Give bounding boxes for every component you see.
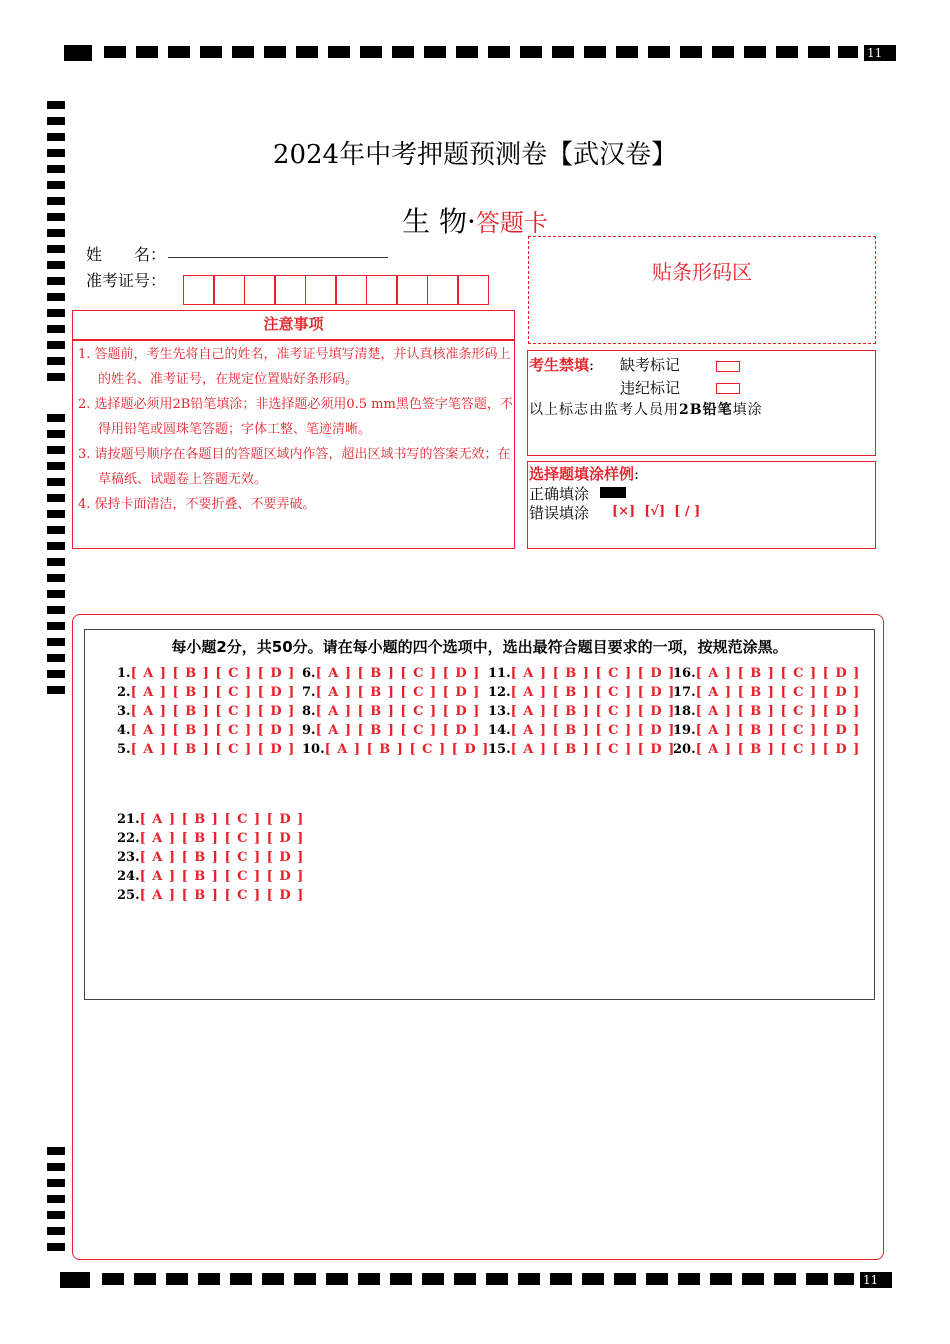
answer-options[interactable]: [ A ] [ B ] [ C ] [ D ] (139, 850, 305, 865)
notice-item: 4. 保持卡面清洁，不要折叠、不要弄破。 (78, 497, 316, 512)
exam-id-box[interactable] (457, 275, 489, 305)
question-column-2 (302, 664, 489, 759)
answer-options[interactable]: [ A ] [ B ] [ C ] [ D ] (130, 704, 296, 719)
answer-options[interactable]: [ A ] [ B ] [ C ] [ D ] (315, 704, 481, 719)
subject-separator: · (467, 205, 476, 238)
question-row (673, 683, 860, 702)
answer-options[interactable]: [ A ] [ B ] [ C ] [ D ] (695, 742, 861, 757)
absent-label: 缺考标记 (620, 356, 681, 374)
forbidden-label-wrap (529, 354, 594, 375)
answer-options[interactable]: [ A ] [ B ] [ C ] [ D ] (695, 723, 861, 738)
subject-main: 生 物 (402, 205, 467, 238)
notice-title: 注意事项 (263, 315, 324, 333)
exam-id-box[interactable] (213, 275, 245, 305)
answer-options[interactable]: [ A ] [ B ] [ C ] [ D ] (315, 666, 481, 681)
sample-title: 选择题填涂样例 (529, 465, 635, 483)
question-row (117, 683, 295, 702)
exam-id-box[interactable] (183, 275, 215, 305)
question-number: 9. (302, 723, 316, 738)
question-number: 15. (488, 742, 511, 757)
question-row (488, 740, 675, 759)
question-row (302, 721, 489, 740)
forbidden-note-pre: 以上标志由监考人员用 (529, 402, 679, 418)
answer-options[interactable]: [ A ] [ B ] [ C ] [ D ] (695, 685, 861, 700)
question-column-4 (673, 664, 860, 759)
question-number: 6. (302, 666, 316, 681)
question-row (673, 721, 860, 740)
question-number: 24. (117, 869, 140, 884)
violation-label: 违纪标记 (620, 379, 681, 397)
exam-id-box[interactable] (396, 275, 428, 305)
answer-options[interactable]: [ A ] [ B ] [ C ] [ D ] (130, 723, 296, 738)
answer-options[interactable]: [ A ] [ B ] [ C ] [ D ] (510, 742, 676, 757)
question-number: 25. (117, 888, 140, 903)
forbidden-note (529, 399, 763, 419)
question-number: 18. (673, 704, 696, 719)
question-number: 13. (488, 704, 511, 719)
question-number: 10. (302, 742, 325, 757)
answer-options[interactable]: [ A ] [ B ] [ C ] [ D ] (130, 742, 296, 757)
page-title: 2024年中考押题预测卷【武汉卷】 (272, 140, 678, 170)
question-row (488, 721, 675, 740)
sample-wrong-label: 错误填涂 (529, 504, 590, 522)
question-row (117, 886, 304, 905)
answer-options[interactable]: [ A ] [ B ] [ C ] [ D ] (315, 723, 481, 738)
subject-title (0, 200, 950, 240)
question-number: 12. (488, 685, 511, 700)
question-number: 16. (673, 666, 696, 681)
question-number: 11. (488, 666, 511, 681)
name-field[interactable] (168, 257, 388, 258)
question-row (302, 702, 489, 721)
question-number: 17. (673, 685, 696, 700)
question-number: 21. (117, 812, 140, 827)
question-number: 19. (673, 723, 696, 738)
answer-options[interactable]: [ A ] [ B ] [ C ] [ D ] (139, 831, 305, 846)
answer-options[interactable]: [ A ] [ B ] [ C ] [ D ] (510, 685, 676, 700)
question-row (117, 829, 304, 848)
sample-colon: : (634, 465, 640, 483)
question-number: 7. (302, 685, 316, 700)
notice-item: 1. 答题前，考生先将自己的姓名，准考证号填写清楚，并认真核准条形码上的姓名、准考证号，在规定位置贴好条形码。 (78, 347, 511, 387)
sample-wrong-marks: [×] [√] [ / ] (612, 504, 701, 519)
notice-item: 3. 请按题号顺序在各题目的答题区域内作答，超出区域书写的答案无效；在草稿纸、试题卷上答题无效。 (78, 447, 511, 487)
answer-options[interactable]: [ A ] [ B ] [ C ] [ D ] (139, 869, 305, 884)
question-row (117, 848, 304, 867)
question-row (488, 683, 675, 702)
exam-id-box[interactable] (274, 275, 306, 305)
question-row (117, 702, 295, 721)
answer-options[interactable]: [ A ] [ B ] [ C ] [ D ] (510, 666, 676, 681)
absent-mark-box[interactable] (716, 356, 740, 375)
subject-sub: 答题卡 (475, 209, 548, 237)
exam-id-boxes[interactable] (184, 275, 489, 305)
filled-sample-mark (600, 487, 626, 498)
answer-options[interactable]: [ A ] [ B ] [ C ] [ D ] (695, 704, 861, 719)
question-number: 3. (117, 704, 131, 719)
question-number: 23. (117, 850, 140, 865)
barcode-label: 贴条形码区 (652, 260, 752, 284)
question-row (117, 721, 295, 740)
question-column-3 (488, 664, 675, 759)
exam-id-box[interactable] (366, 275, 398, 305)
name-label: 姓 名： (86, 245, 167, 264)
question-number: 8. (302, 704, 316, 719)
question-column-5 (117, 810, 304, 905)
answer-options[interactable]: [ A ] [ B ] [ C ] [ D ] (315, 685, 481, 700)
question-row (117, 810, 304, 829)
question-column-1 (117, 664, 295, 759)
question-row (673, 664, 860, 683)
question-row (117, 740, 295, 759)
question-row (302, 664, 489, 683)
answer-options[interactable]: [ A ] [ B ] [ C ] [ D ] (139, 888, 305, 903)
question-row (488, 664, 675, 683)
choice-instruction: 每小题2分，共50分。请在每小题的四个选项中，选出最符合题目要求的一项，按规范涂黑。 (171, 638, 788, 656)
exam-id-box[interactable] (335, 275, 367, 305)
answer-options[interactable]: [ A ] [ B ] [ C ] [ D ] (510, 723, 676, 738)
question-number: 4. (117, 723, 131, 738)
forbidden-label: 考生禁填 (529, 356, 590, 374)
question-row (673, 740, 860, 759)
sample-title-wrap (529, 463, 639, 484)
exam-id-box[interactable] (305, 275, 337, 305)
question-number: 2. (117, 685, 131, 700)
answer-options[interactable]: [ A ] [ B ] [ C ] [ D ] (130, 685, 296, 700)
forbidden-note-post: 填涂 (732, 402, 763, 418)
question-row (117, 867, 304, 886)
question-row (302, 683, 489, 702)
exam-id-box[interactable] (244, 275, 276, 305)
barcode-area (528, 236, 876, 344)
question-number: 22. (117, 831, 140, 846)
question-number: 5. (117, 742, 131, 757)
notice-list (78, 342, 514, 517)
violation-mark-box[interactable] (716, 378, 740, 397)
question-number: 14. (488, 723, 511, 738)
exam-id-label: 准考证号： (86, 271, 167, 290)
answer-options[interactable]: [ A ] [ B ] [ C ] [ D ] (695, 666, 861, 681)
forbidden-colon: : (589, 356, 595, 374)
notice-item: 2. 选择题必须用2B铅笔填涂；非选择题必须用0.5 mm黑色签字笔答题，不得用铅笔或圆珠笔答题；字体工整、笔迹清晰。 (78, 397, 513, 437)
page-number-bottom: 11 (860, 1272, 892, 1288)
page-number-top: 11 (864, 45, 896, 61)
question-row (488, 702, 675, 721)
question-number: 1. (117, 666, 131, 681)
answer-options[interactable]: [ A ] [ B ] [ C ] [ D ] (324, 742, 490, 757)
answer-options[interactable]: [ A ] [ B ] [ C ] [ D ] (510, 704, 676, 719)
question-row (302, 740, 489, 759)
answer-options[interactable]: [ A ] [ B ] [ C ] [ D ] (139, 812, 305, 827)
question-number: 20. (673, 742, 696, 757)
question-row (117, 664, 295, 683)
exam-id-box[interactable] (427, 275, 459, 305)
sample-correct-label: 正确填涂 (529, 485, 590, 503)
answer-options[interactable]: [ A ] [ B ] [ C ] [ D ] (130, 666, 296, 681)
question-row (673, 702, 860, 721)
forbidden-note-bold: 2B铅笔 (679, 402, 733, 418)
